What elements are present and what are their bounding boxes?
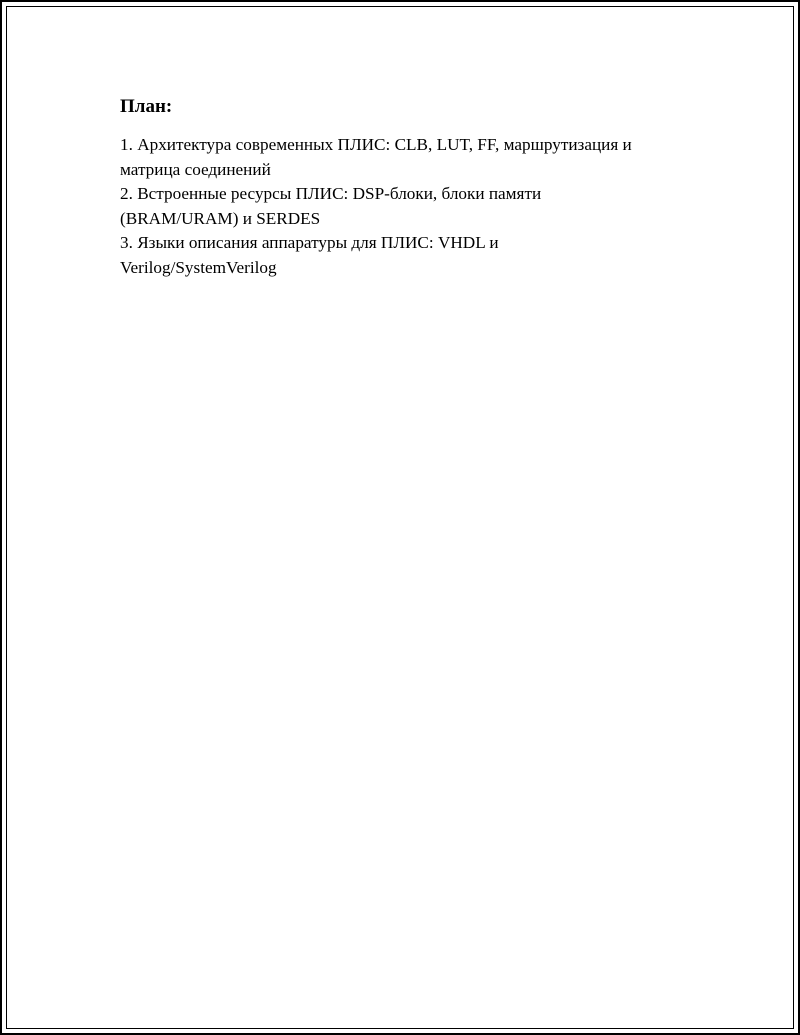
plan-item-3 bbox=[120, 231, 720, 280]
plan-item-3-line-1: 3. Языки описания аппаратуры для ПЛИС: VHDL и bbox=[120, 233, 499, 252]
plan-item-1 bbox=[120, 133, 720, 182]
plan-item-1-line-1: 1. Архитектура современных ПЛИС: CLB, LUT, FF, маршрутизация и bbox=[120, 135, 632, 154]
plan-item-2 bbox=[120, 182, 720, 231]
plan-item-3-line-2: Verilog/SystemVerilog bbox=[120, 257, 277, 277]
plan-item-1-line-2: матрица соединений bbox=[120, 159, 271, 179]
plan-heading: План: bbox=[120, 96, 173, 117]
page-content bbox=[120, 94, 720, 280]
plan-item-2-line-1: 2. Встроенные ресурсы ПЛИС: DSP-блоки, блоки памяти bbox=[120, 184, 542, 203]
plan-item-2-line-2: (BRAM/URAM) и SERDES bbox=[120, 208, 321, 228]
plan-list bbox=[120, 133, 720, 280]
